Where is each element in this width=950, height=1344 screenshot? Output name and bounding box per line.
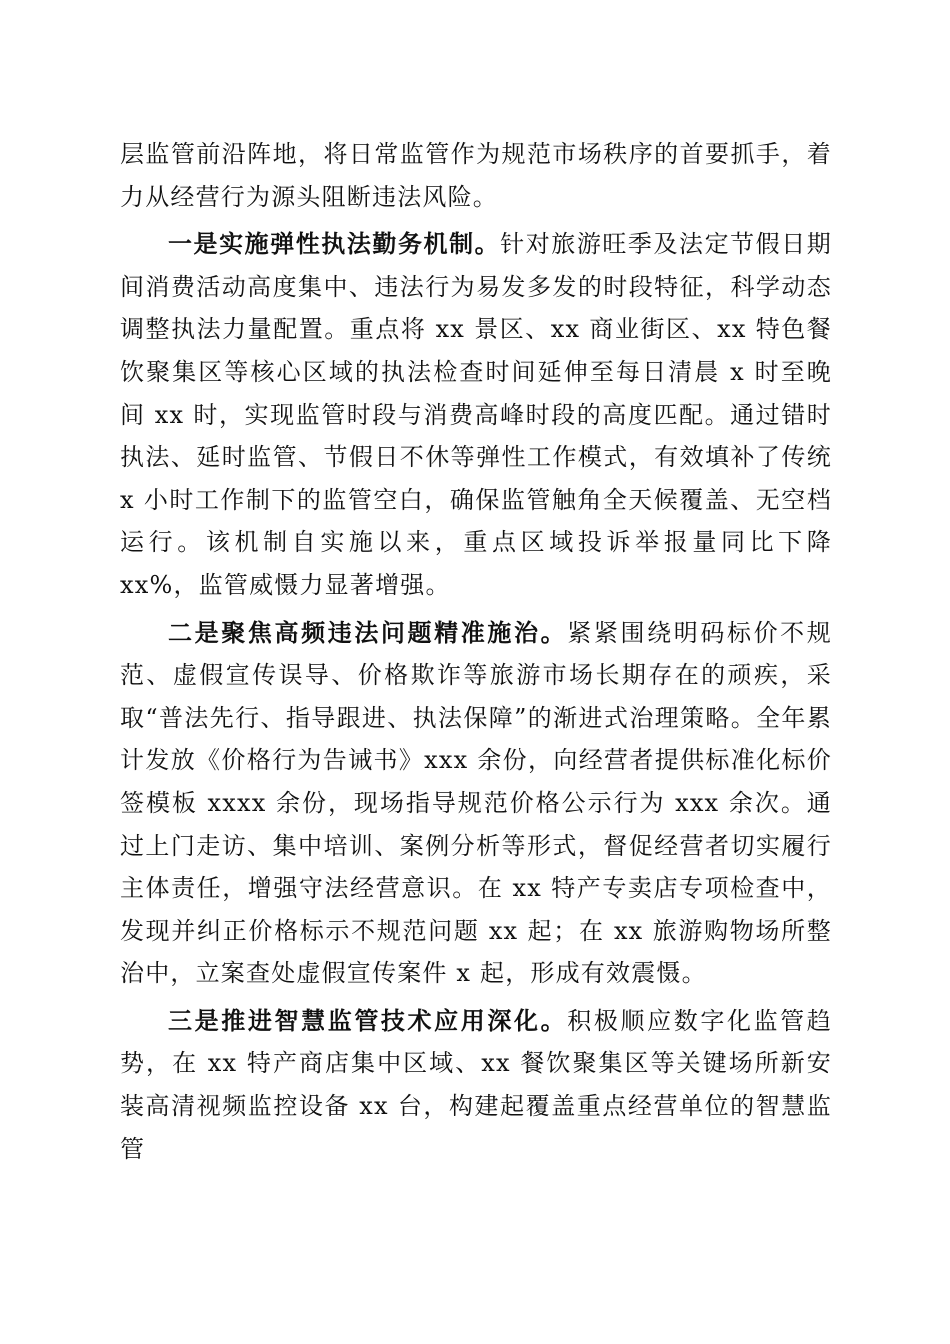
paragraph-1-lead: 一是实施弹性执法勤务机制。 [168,229,501,259]
paragraph-3-body: 积极顺应数字化监管趋势，在 xx 特产商店集中区域、xx 餐饮聚集区等关键场所新安装高清视频监控设备 xx 台，构建起覆盖重点经营单位的智慧监管 [120,1006,832,1163]
paragraph-1 [120,223,832,606]
paragraph-3-lead: 三是推进智慧监管技术应用深化。 [168,1005,568,1035]
paragraph-3 [120,1000,832,1170]
document-body [120,133,832,1175]
paragraph-1-body: 针对旅游旺季及法定节假日期间消费活动高度集中、违法行为易发多发的时段特征，科学动态调整执法力量配置。重点将 xx 景区、xx 商业街区、xx 特色餐饮聚集区等核心区域的执法检查时间延伸至每日清晨 x 时至晚间 xx 时，实现监管时段与消费高峰时段的高度匹配。通过错时执法、延时监管、节假日不休等弹性工作模式，有效填补了传统 x 小时工作制下的监管空白，确保监管触角全天候覆盖、无空档运行。该机制自实施以来，重点区域投诉举报量同比下降 xx%，监管威慑力显著增强。 [120,230,832,599]
paragraph-2 [120,612,832,995]
paragraph-2-body: 紧紧围绕明码标价不规范、虚假宣传误导、价格欺诈等旅游市场长期存在的顽疾，采取“普法先行、指导跟进、执法保障”的渐进式治理策略。全年累计发放《价格行为告诫书》xxx 余份，向经营者提供标准化标价签模板 xxxx 余份，现场指导规范价格公示行为 xxx 余次。通过上门走访、集中培训、案例分析等形式，督促经营者切实履行主体责任，增强守法经营意识。在 xx 特产专卖店专项检查中，发现并纠正价格标示不规范问题 xx 起；在 xx 旅游购物场所整治中，立案查处虚假宣传案件 x 起，形成有效震慑。 [120,618,832,988]
paragraph-2-lead: 二是聚焦高频违法问题精准施治。 [168,617,568,647]
continuation-paragraph: 层监管前沿阵地，将日常监管作为规范市场秩序的首要抓手，着力从经营行为源头阻断违法风险。 [120,140,832,211]
